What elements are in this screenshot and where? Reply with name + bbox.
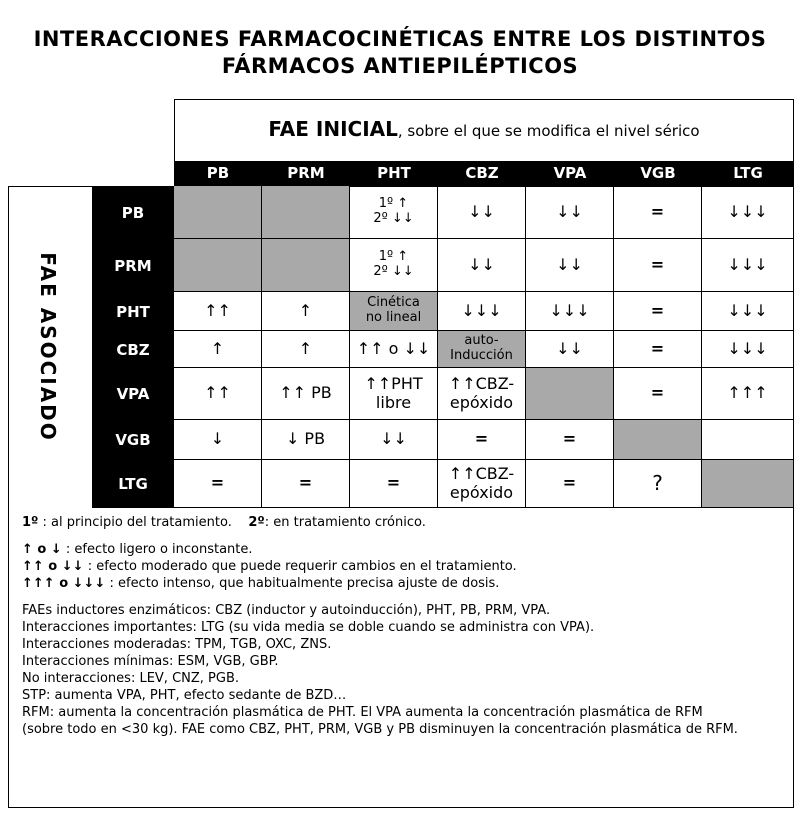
- legend-moderate: [22, 558, 792, 575]
- row-header: PB: [92, 186, 174, 239]
- legend-intense: [22, 575, 792, 592]
- initial-drug-label: FAE INICIAL: [268, 117, 398, 141]
- interaction-cell: =: [614, 186, 702, 239]
- interaction-cell: =: [526, 420, 614, 460]
- interaction-cell: ↓ PB: [262, 420, 350, 460]
- legend-intense-text: : efecto intenso, que habitualmente precisa ajuste de dosis.: [105, 576, 500, 591]
- column-header: PB: [174, 161, 262, 186]
- note-line: Interacciones importantes: LTG (su vida media se doble cuando se administra con VPA).: [22, 620, 595, 635]
- interaction-cell: 1º ↑ 2º ↓↓: [350, 239, 438, 292]
- column-header: VPA: [526, 161, 614, 186]
- phase-note: [22, 514, 792, 531]
- interaction-cell: ↑↑: [174, 368, 262, 420]
- interaction-cell: ↑↑ o ↓↓: [350, 331, 438, 368]
- interaction-cell: ↓↓: [350, 420, 438, 460]
- interaction-cell: [614, 420, 702, 460]
- column-header: CBZ: [438, 161, 526, 186]
- interaction-cell: ↑↑: [174, 292, 262, 331]
- associated-drug-label-box: [20, 252, 76, 442]
- interaction-cell: ↓↓: [438, 239, 526, 292]
- note-line: Interacciones mínimas: ESM, VGB, GBP.: [22, 654, 279, 669]
- interaction-cell: [174, 186, 262, 239]
- note-line: FAEs inductores enzimáticos: CBZ (inductor y autoinducción), PHT, PB, PRM, VPA.: [22, 603, 551, 618]
- interaction-cell: ↓↓↓: [702, 292, 794, 331]
- interaction-cell: ↓↓↓: [438, 292, 526, 331]
- interaction-cell: =: [350, 460, 438, 508]
- row-header: CBZ: [92, 331, 174, 368]
- interaction-cell: [174, 239, 262, 292]
- interaction-cell: ↓↓: [438, 186, 526, 239]
- interaction-cell: ↓↓: [526, 331, 614, 368]
- legend-mild-key: ↑ o ↓: [22, 542, 62, 557]
- interaction-cell: =: [438, 420, 526, 460]
- phase-2-text: : en tratamiento crónico.: [264, 515, 426, 530]
- legend-moderate-text: : efecto moderado que puede requerir cambios en el tratamiento.: [83, 559, 517, 574]
- interaction-cell: ↓: [174, 420, 262, 460]
- column-header: PHT: [350, 161, 438, 186]
- title-line-1: INTERACCIONES FARMACOCINÉTICAS ENTRE LOS DISTINTOS: [33, 27, 767, 51]
- title-line-2: FÁRMACOS ANTIEPILÉPTICOS: [221, 54, 579, 78]
- interaction-cell: Cinética no lineal: [350, 292, 438, 331]
- phase-1-key: 1º: [22, 515, 39, 530]
- interaction-cell: ↓↓: [526, 186, 614, 239]
- associated-drug-label: FAE ASOCIADO: [36, 252, 60, 442]
- column-header: VGB: [614, 161, 702, 186]
- interaction-cell: ↑↑↑: [702, 368, 794, 420]
- legend-mild-text: : efecto ligero o inconstante.: [61, 542, 253, 557]
- interaction-cell: ↑↑ PB: [262, 368, 350, 420]
- row-header: PRM: [92, 239, 174, 292]
- interaction-cell: =: [526, 460, 614, 508]
- row-header: PHT: [92, 292, 174, 331]
- interaction-cell: [702, 420, 794, 460]
- interaction-cell: ?: [614, 460, 702, 508]
- interaction-cell: ↓↓: [526, 239, 614, 292]
- interaction-cell: ↓↓↓: [702, 239, 794, 292]
- interaction-cell: =: [174, 460, 262, 508]
- interaction-cell: [262, 239, 350, 292]
- interaction-cell: ↓↓↓: [702, 331, 794, 368]
- interaction-cell: [526, 368, 614, 420]
- legend-intense-key: ↑↑↑ o ↓↓↓: [22, 576, 106, 591]
- page-title: [0, 26, 800, 80]
- phase-1-text: : al principio del tratamiento.: [38, 515, 232, 530]
- interaction-cell: =: [614, 292, 702, 331]
- phase-2-key: 2º: [248, 515, 265, 530]
- interaction-cell: auto- Inducción: [438, 331, 526, 368]
- interaction-cell: ↑↑CBZ- epóxido: [438, 368, 526, 420]
- interaction-cell: ↑: [174, 331, 262, 368]
- interaction-cell: =: [614, 368, 702, 420]
- row-header: VGB: [92, 420, 174, 460]
- row-header: LTG: [92, 460, 174, 508]
- interaction-cell: ↑: [262, 292, 350, 331]
- interaction-cell: ↑↑CBZ- epóxido: [438, 460, 526, 508]
- row-header: VPA: [92, 368, 174, 420]
- interaction-cell: 1º ↑ 2º ↓↓: [350, 186, 438, 239]
- interaction-cell: =: [614, 239, 702, 292]
- column-header: PRM: [262, 161, 350, 186]
- interaction-cell: =: [262, 460, 350, 508]
- notes-section: [22, 514, 792, 738]
- legend-mild: [22, 541, 792, 558]
- note-line: STP: aumenta VPA, PHT, efecto sedante de BZD…: [22, 688, 347, 703]
- note-line: No interacciones: LEV, CNZ, PGB.: [22, 671, 240, 686]
- note-line: RFM: aumenta la concentración plasmática de PHT. El VPA aumenta la concentración plasmática de RFM: [22, 705, 703, 720]
- interaction-cell: ↑: [262, 331, 350, 368]
- initial-drug-sublabel: , sobre el que se modifica el nivel sérico: [397, 122, 700, 140]
- interaction-cell: [262, 186, 350, 239]
- interaction-cell: ↓↓↓: [702, 186, 794, 239]
- interaction-cell: [702, 460, 794, 508]
- interaction-cell: ↓↓↓: [526, 292, 614, 331]
- legend-moderate-key: ↑↑ o ↓↓: [22, 559, 84, 574]
- interaction-cell: =: [614, 331, 702, 368]
- column-header: LTG: [702, 161, 794, 186]
- initial-drug-header: [174, 117, 794, 141]
- note-line: Interacciones moderadas: TPM, TGB, OXC, ZNS.: [22, 637, 332, 652]
- interaction-cell: ↑↑PHT libre: [350, 368, 438, 420]
- note-line: (sobre todo en <30 kg). FAE como CBZ, PHT, PRM, VGB y PB disminuyen la concentración plasmática de RFM.: [22, 722, 738, 737]
